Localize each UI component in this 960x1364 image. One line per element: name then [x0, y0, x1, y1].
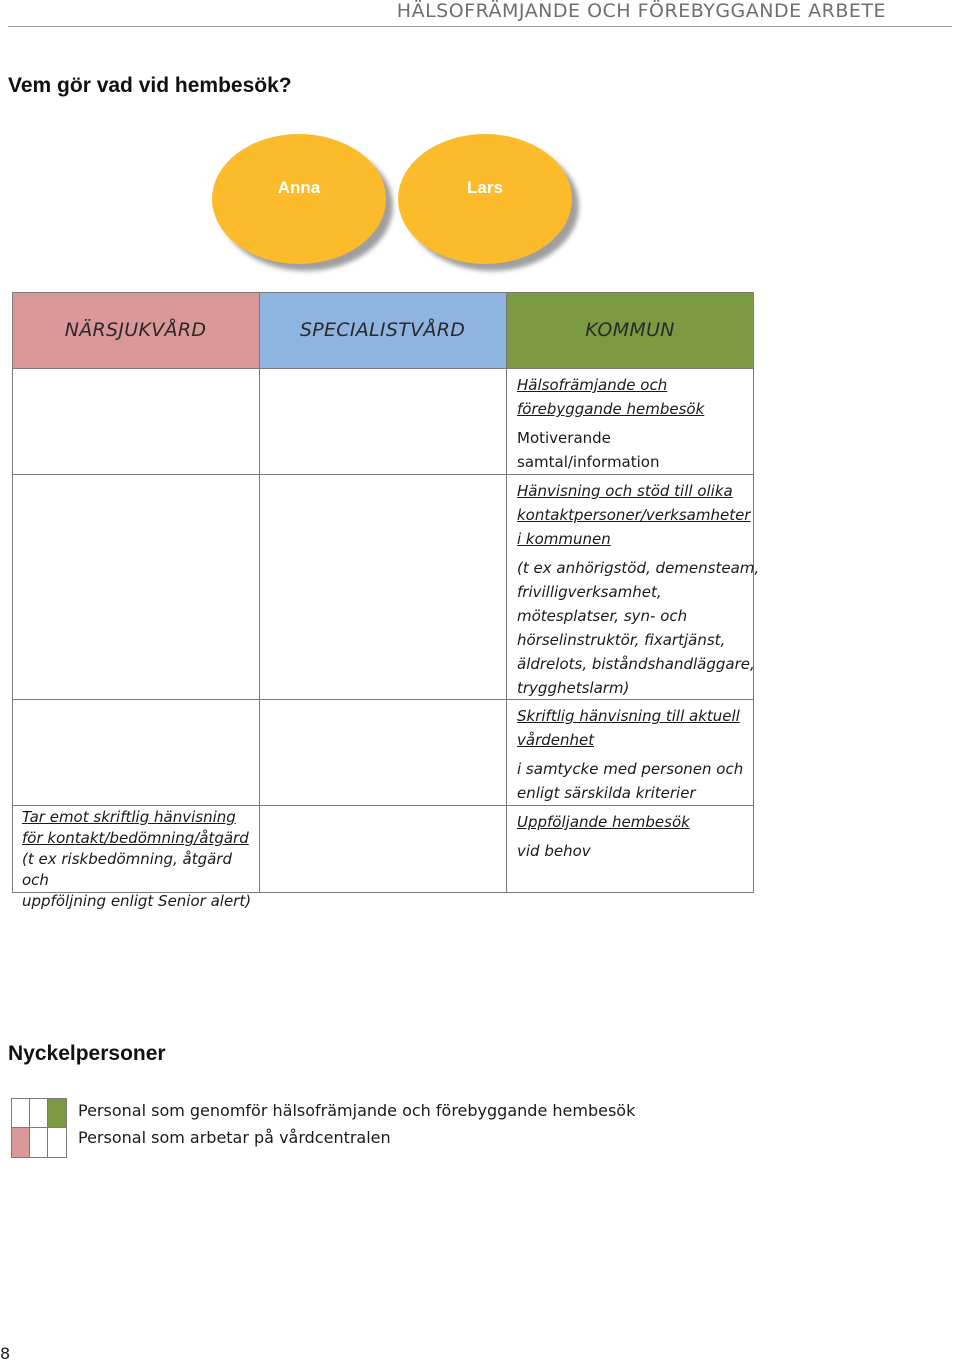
person-anna	[212, 134, 386, 264]
kommun-r2-s4: hörselinstruktör, fixartjänst,	[517, 631, 726, 649]
key-cell-narsjukvard-swatch	[12, 1128, 30, 1157]
key-cell-empty	[30, 1099, 48, 1128]
kommun-r4-h1: Uppföljande hembesök	[517, 813, 690, 831]
page-number: 8	[0, 1344, 11, 1363]
key-label-vardcentral: Personal som arbetar på vårdcentralen	[78, 1128, 391, 1147]
kommun-r2-s3: mötesplatser, syn- och	[517, 607, 688, 625]
kommun-r1-s2: samtal/information	[517, 453, 660, 471]
column-header-specialistvard: SPECIALISTVÅRD	[259, 292, 506, 368]
person-lars-label: Lars	[467, 178, 503, 197]
kommun-r3-s2: enligt särskilda kriterier	[517, 784, 696, 802]
kommun-r3-h2: vårdenhet	[517, 731, 595, 749]
page-title: Vem gör vad vid hembesök?	[8, 74, 292, 97]
kommun-r1-s1: Motiverande	[517, 429, 611, 447]
key-section-title: Nyckelpersoner	[8, 1042, 166, 1065]
column-header-kommun: KOMMUN	[506, 292, 754, 368]
key-cell-kommun-swatch	[48, 1099, 66, 1128]
key-cell-empty	[48, 1128, 66, 1157]
column-header-narsjukvard: NÄRSJUKVÅRD	[12, 292, 259, 368]
narsjukvard-line-4: uppföljning enligt Senior alert)	[22, 892, 252, 910]
grid-divider-1	[259, 292, 260, 893]
narsjukvard-line-2: för kontakt/bedömning/åtgärd	[22, 829, 249, 847]
narsjukvard-line-3: (t ex riskbedömning, åtgärd och	[22, 850, 232, 889]
key-cell-empty	[12, 1099, 30, 1128]
kommun-r3-h1: Skriftlig hänvisning till aktuell	[517, 707, 740, 725]
person-lars	[398, 134, 572, 264]
grid-row-line-3	[12, 805, 754, 806]
key-cell-empty	[30, 1128, 48, 1157]
kommun-r2-h3: i kommunen	[517, 530, 611, 548]
kommun-r2-s1: (t ex anhörigstöd, demensteam,	[517, 559, 760, 577]
grid-row-line-2	[12, 699, 754, 700]
kommun-r4-s1: vid behov	[517, 842, 591, 860]
narsjukvard-line-1: Tar emot skriftlig hänvisning	[22, 808, 236, 826]
kommun-r2-h2: kontaktpersoner/verksamheter	[517, 506, 751, 524]
kommun-r3-s1: i samtycke med personen och	[517, 760, 744, 778]
key-legend-grid	[11, 1098, 67, 1158]
person-anna-label: Anna	[277, 178, 321, 197]
narsjukvard-text	[22, 807, 258, 912]
kommun-r2-s5: äldrelots, biståndshandläggare,	[517, 655, 755, 673]
grid-row-line-1	[12, 474, 754, 475]
kommun-r2-s2: frivilligverksamhet,	[517, 583, 662, 601]
kommun-r2-h1: Hänvisning och stöd till olika	[517, 482, 733, 500]
kommun-r2-s6: trygghetslarm)	[517, 679, 630, 697]
key-label-kommun: Personal som genomför hälsofrämjande och förebyggande hembesök	[78, 1101, 636, 1120]
kommun-r1-h2: förebyggande hembesök	[517, 400, 705, 418]
grid-row-line-header	[12, 368, 754, 369]
kommun-r1-h1: Hälsofrämjande och	[517, 376, 668, 394]
header-divider	[8, 26, 952, 27]
grid-divider-2	[506, 292, 507, 893]
running-header: HÄLSOFRÄMJANDE OCH FÖREBYGGANDE ARBETE	[396, 0, 886, 22]
